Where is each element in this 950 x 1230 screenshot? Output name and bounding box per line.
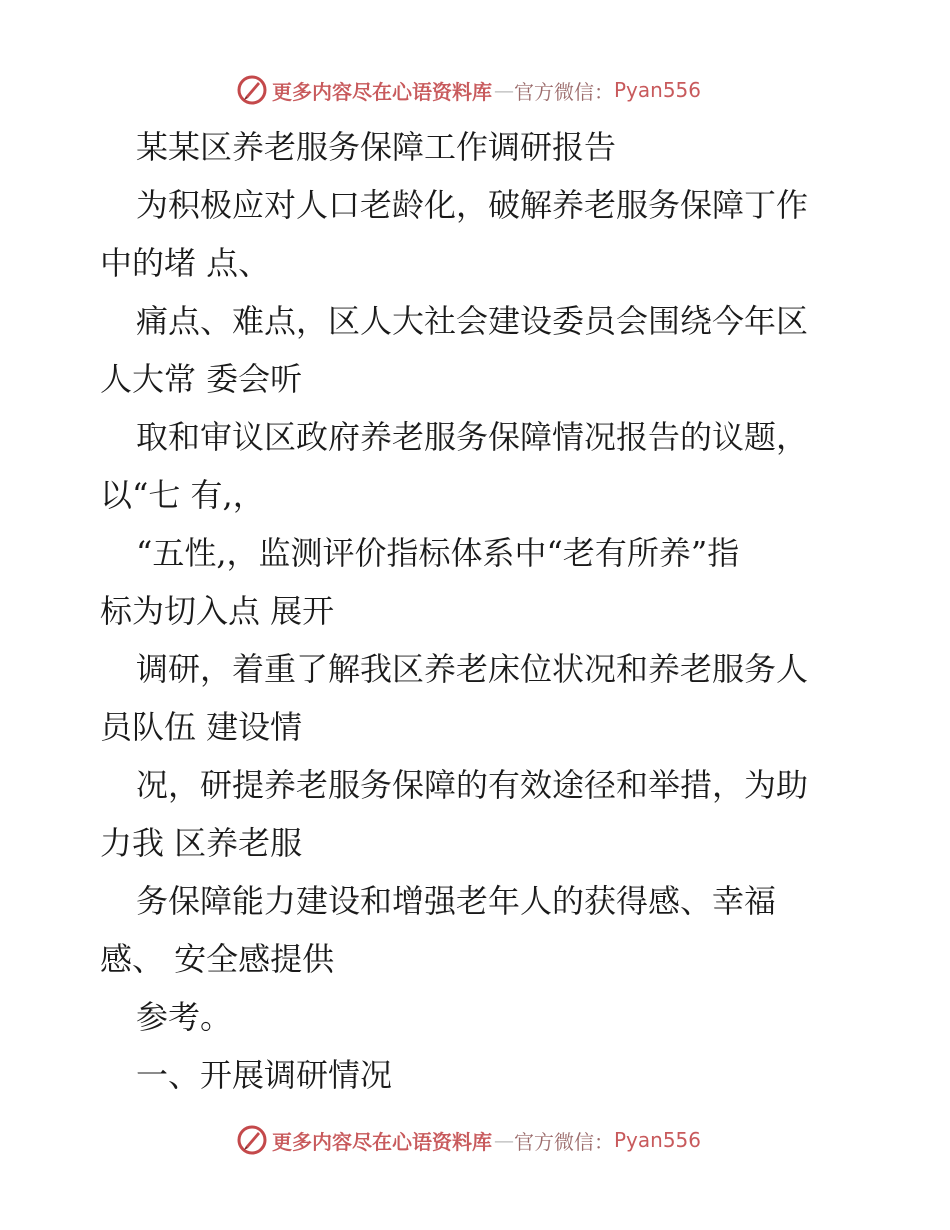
- watermark-main-text: 更多内容尽在心语资料库: [272, 1129, 492, 1154]
- text-line: 感、 安全感提供: [100, 940, 335, 978]
- text-line: 为积极应对人口老龄化，破解养老服务保障丁作: [136, 186, 809, 224]
- quill-logo-icon: [236, 74, 268, 106]
- watermark-wechat-id: Pyan556: [614, 78, 702, 102]
- text-line: 人大常 委会听: [100, 360, 303, 398]
- watermark-main-text: 更多内容尽在心语资料库: [272, 79, 492, 104]
- text-line: 痛点、难点，区人大社会建设委员会围绕今年区: [136, 302, 809, 340]
- text-line: 以“七 有,，: [100, 476, 265, 514]
- text-line: 况，研提养老服务保障的有效途径和举措，为助: [136, 766, 809, 804]
- watermark-label: 官方微信：: [514, 1129, 614, 1154]
- document-body: [100, 118, 860, 1104]
- watermark-dash: —: [494, 1128, 512, 1152]
- watermark-label: 官方微信：: [514, 79, 614, 104]
- text-line: 参考。: [136, 998, 233, 1036]
- watermark-wechat-id: Pyan556: [614, 1128, 702, 1152]
- watermark-dash: —: [494, 78, 512, 102]
- text-line: “五性,，监测评价指标体系中“老有所养”指: [136, 534, 740, 572]
- text-line: 员队伍 建设情: [100, 708, 303, 746]
- text-line: 标为切入点 展开: [100, 592, 335, 630]
- text-line: 取和审议区政府养老服务保障情况报告的议题，: [136, 418, 809, 456]
- text-line: 中的堵 点、: [100, 244, 271, 282]
- text-line: 务保障能力建设和增强老年人的获得感、幸福: [136, 882, 777, 920]
- document-title: 某某区养老服务保障工作调研报告: [136, 128, 617, 166]
- text-line: 力我 区养老服: [100, 824, 303, 862]
- header-watermark: [236, 72, 701, 108]
- section-heading: 一、开展调研情况: [136, 1056, 393, 1094]
- footer-watermark: [236, 1122, 701, 1158]
- quill-logo-icon: [236, 1124, 268, 1156]
- text-line: 调研，着重了解我区养老床位状况和养老服务人: [136, 650, 809, 688]
